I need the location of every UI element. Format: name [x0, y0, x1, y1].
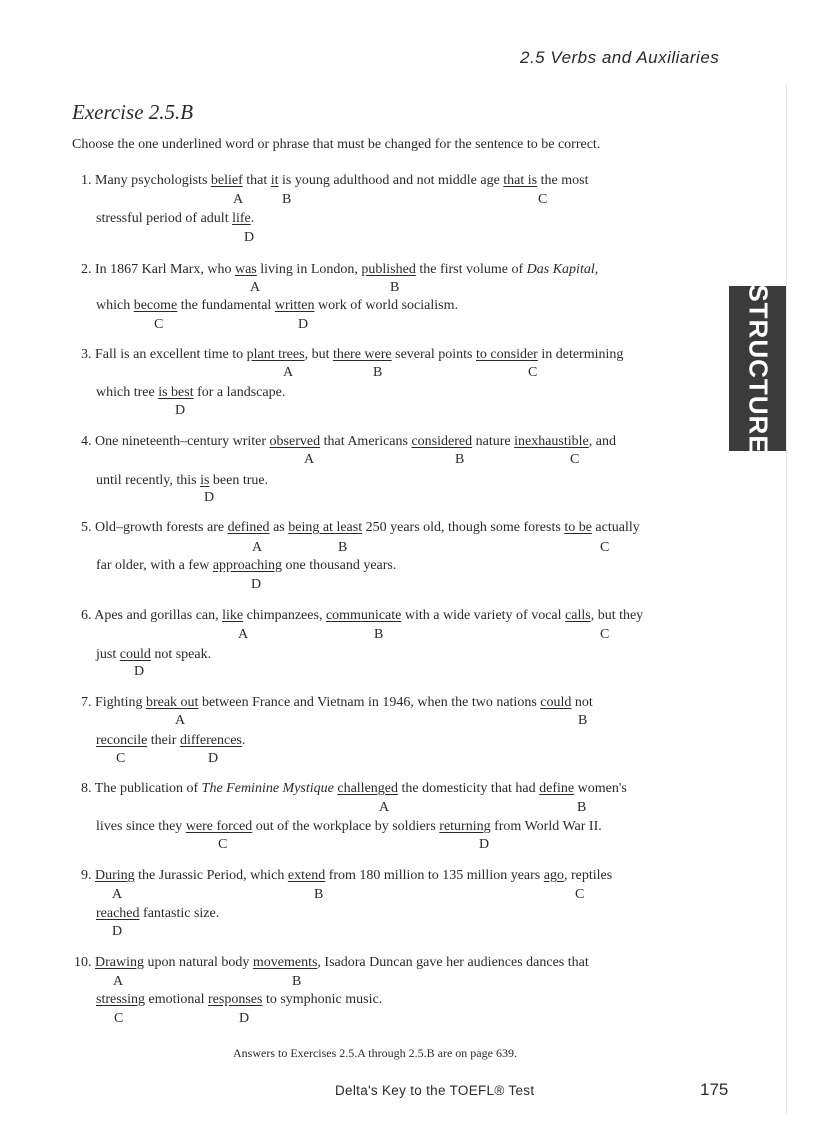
- choice-label: C: [575, 887, 585, 902]
- choice-label: B: [374, 627, 384, 642]
- choice-label: A: [175, 713, 186, 728]
- choice-label: B: [314, 887, 324, 902]
- question-10-line-1: 10. Drawing upon natural body movements, Isadora Duncan gave her audiences dances that: [74, 955, 589, 970]
- choice-label: A: [283, 365, 294, 380]
- question-2-line-1: 2. In 1867 Karl Marx, who was living in London, published the first volume of Das Kapital,: [81, 262, 599, 277]
- page-number: 175: [700, 1080, 729, 1099]
- footer-book-title: Delta's Key to the TOEFL® Test: [335, 1083, 535, 1098]
- choice-label: A: [304, 452, 315, 467]
- choice-label: A: [112, 887, 123, 902]
- choice-label: D: [244, 230, 255, 245]
- choice-label: D: [175, 403, 186, 418]
- answers-note: Answers to Exercises 2.5.A through 2.5.B are on page 639.: [233, 1046, 517, 1060]
- choice-label: D: [208, 751, 219, 766]
- question-5-line-2: far older, with a few approaching one thousand years.: [96, 558, 397, 573]
- choice-label: A: [113, 974, 124, 989]
- choice-label: D: [479, 837, 490, 852]
- exercise-instructions: Choose the one underlined word or phrase that must be changed for the sentence to be correct.: [72, 137, 601, 152]
- question-6-line-2: just could not speak.: [96, 647, 212, 662]
- question-4-line-2: until recently, this is been true.: [96, 473, 269, 488]
- choice-label: C: [570, 452, 580, 467]
- question-8-line-1: 8. The publication of The Feminine Mystique challenged the domesticity that had define women's: [81, 781, 627, 796]
- choice-label: B: [577, 800, 587, 815]
- choice-label: C: [600, 627, 610, 642]
- choice-label: A: [233, 192, 244, 207]
- choice-label: C: [538, 192, 548, 207]
- choice-label: C: [154, 317, 164, 332]
- choice-label: A: [250, 280, 261, 295]
- question-6-line-1: 6. Apes and gorillas can, like chimpanzees, communicate with a wide variety of vocal calls, but they: [81, 608, 644, 623]
- question-1-line-1: 1. Many psychologists belief that it is young adulthood and not middle age that is the most: [81, 173, 589, 188]
- section-tab-label: STRUCTURE: [743, 283, 774, 454]
- choice-label: C: [600, 540, 610, 555]
- question-10-line-2: stressing emotional responses to symphonic music.: [96, 992, 383, 1007]
- choice-label: D: [298, 317, 309, 332]
- exercise-title: Exercise 2.5.B: [72, 100, 194, 124]
- question-5-line-1: 5. Old–growth forests are defined as being at least 250 years old, though some forests to be actually: [81, 520, 640, 535]
- question-3-line-2: which tree is best for a landscape.: [96, 385, 286, 400]
- choice-label: B: [338, 540, 348, 555]
- question-8-line-2: lives since they were forced out of the workplace by soldiers returning from World War II.: [96, 819, 602, 834]
- question-2-line-2: which become the fundamental written work of world socialism.: [96, 298, 458, 313]
- page-edge-rule: [786, 84, 787, 1114]
- question-9-line-2: reached fantastic size.: [96, 906, 220, 921]
- question-3-line-1: 3. Fall is an excellent time to plant trees, but there were several points to consider in determining: [81, 347, 624, 362]
- choice-label: A: [238, 627, 249, 642]
- choice-label: D: [134, 664, 145, 679]
- choice-label: B: [282, 192, 292, 207]
- choice-label: D: [251, 577, 262, 592]
- question-7-line-2: reconcile their differences.: [96, 733, 246, 748]
- choice-label: B: [390, 280, 400, 295]
- section-tab: [729, 283, 787, 454]
- choice-label: D: [112, 924, 123, 939]
- choice-label: C: [116, 751, 126, 766]
- choice-label: B: [373, 365, 383, 380]
- choice-label: A: [252, 540, 263, 555]
- choice-label: D: [239, 1011, 250, 1026]
- choice-label: C: [528, 365, 538, 380]
- choice-label: C: [114, 1011, 124, 1026]
- choice-label: B: [292, 974, 302, 989]
- choice-label: A: [379, 800, 390, 815]
- choice-label: B: [578, 713, 588, 728]
- question-1-line-2: stressful period of adult life.: [96, 211, 255, 226]
- choice-label: D: [204, 490, 215, 505]
- section-header: 2.5 Verbs and Auxiliaries: [520, 48, 720, 67]
- choice-label: B: [455, 452, 465, 467]
- choice-label: C: [218, 837, 228, 852]
- question-4-line-1: 4. One nineteenth–century writer observed that Americans considered nature inexhaustible, and: [81, 434, 616, 449]
- question-9-line-1: 9. During the Jurassic Period, which extend from 180 million to 135 million years ago, reptiles: [81, 868, 613, 883]
- question-7-line-1: 7. Fighting break out between France and Vietnam in 1946, when the two nations could not: [81, 695, 593, 710]
